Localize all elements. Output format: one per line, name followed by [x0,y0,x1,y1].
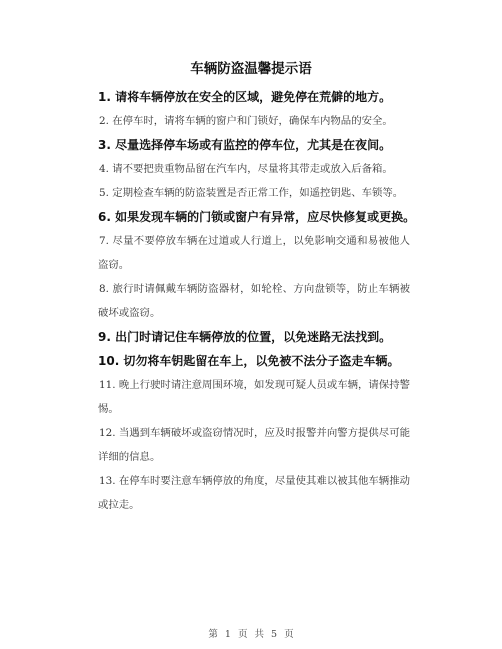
tip-item: 10. 切勿将车钥匙留在车上，以免被不法分子盗走车辆。 [98,354,400,368]
tip-item: 5. 定期检查车辆的防盗装置是否正常工作，如遥控钥匙、车锁等。 [99,187,404,199]
tip-item: 3. 尽量选择停车场或有监控的停车位，尤其是在夜间。 [98,138,392,152]
tip-item: 2. 在停车时，请将车辆的窗户和门锁好，确保车内物品的安全。 [99,115,393,127]
document-body [98,85,416,517]
tip-item: 4. 请不要把贵重物品留在汽车内，尽量将其带走或放入后备箱。 [99,163,393,175]
tip-item: 13. 在停车时要注意车辆停放的角度，尽量使其难以被其他车辆推动或拉走。 [98,475,410,511]
tip-item: 9. 出门时请记住车辆停放的位置，以免迷路无法找到。 [98,330,392,344]
tip-item: 11. 晚上行驶时请注意周围环境，如发现可疑人员或车辆，请保持警惕。 [98,379,410,415]
tip-item: 7. 尽量不要停放车辆在过道或人行道上，以免影响交通和易被他人盗窃。 [98,235,410,271]
tip-item: 12. 当遇到车辆破坏或盗窃情况时，应及时报警并向警方提供尽可能详细的信息。 [98,427,410,463]
page-number-footer: 第 1 页 共 5 页 [208,629,294,640]
document-title: 车辆防盗温馨提示语 [190,61,312,77]
tip-item: 6. 如果发现车辆的门锁或窗户有异常，应尽快修复或更换。 [98,210,416,224]
tip-item: 1. 请将车辆停放在安全的区域，避免停在荒僻的地方。 [98,90,392,104]
tip-item: 8. 旅行时请佩戴车辆防盗器材，如轮栓、方向盘锁等，防止车辆被破坏或盗窃。 [98,283,410,319]
